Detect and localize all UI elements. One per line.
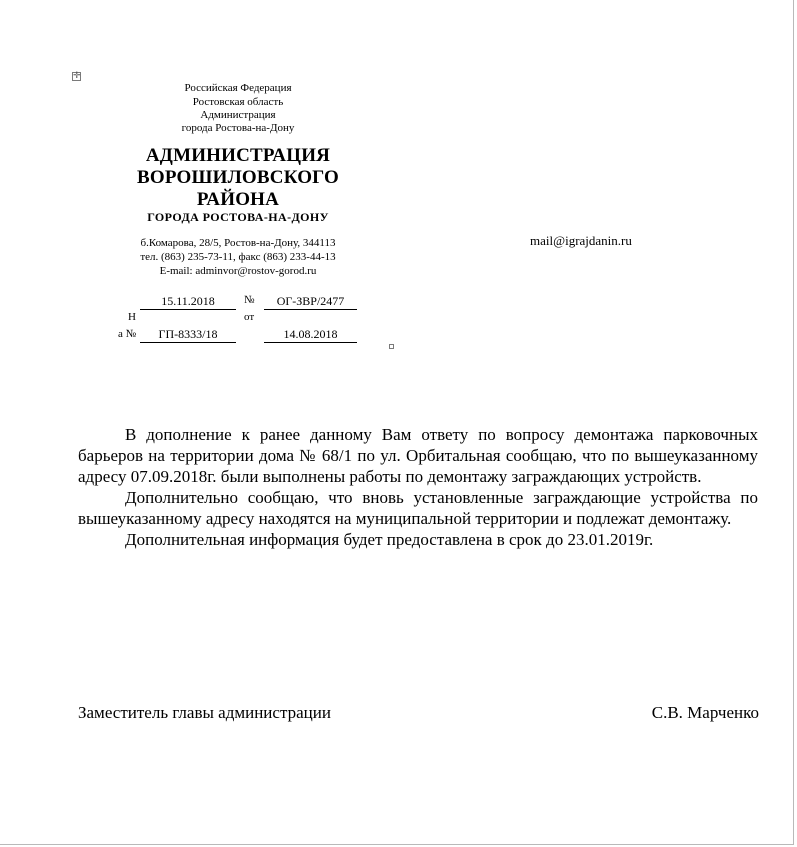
header-admin-small: Администрация <box>200 109 276 121</box>
reference-date: 14.08.2018 <box>264 327 357 343</box>
n-label: Н <box>128 311 136 323</box>
header-country: Российская Федерация <box>184 82 292 94</box>
reference-number: ГП-8333/18 <box>140 327 236 343</box>
body-paragraph-3: Дополнительная информация будет предоставлена в срок до 23.01.2019г. <box>125 530 654 549</box>
registration-number: ОГ-ЗВР/2477 <box>264 294 357 310</box>
org-address: б.Комарова, 28/5, Ростов-на-Дону, 344113 <box>140 237 336 249</box>
org-title-line-2: ВОРОШИЛОВСКОГО <box>137 167 339 188</box>
org-email: E-mail: adminvor@rostov-gorod.ru <box>159 265 317 277</box>
registration-date: 15.11.2018 <box>140 294 236 310</box>
header-region: Ростовская область <box>192 96 284 108</box>
recipient-email: mail@igrajdanin.ru <box>530 233 632 248</box>
org-title-line-3: РАЙОНА <box>196 189 280 210</box>
header-city-small: города Ростова-на-Дону <box>181 122 295 134</box>
ref-label: а № <box>118 328 137 340</box>
move-handle-icon[interactable]: ✛ <box>73 71 81 81</box>
body-paragraph-2: Дополнительно сообщаю, что вновь установленные заграждающие устройства по вышеуказанному адресу находятся на муниципальной территории и подлежат демонтажу. <box>78 488 758 528</box>
ot-label: от <box>244 311 255 323</box>
org-phones: тел. (863) 235-73-11, факс (863) 233-44-13 <box>140 251 336 263</box>
org-title-line-1: АДМИНИСТРАЦИЯ <box>145 145 331 166</box>
signatory-name: С.В. Марченко <box>651 703 759 722</box>
body-paragraph-1: В дополнение к ранее данному Вам ответу по вопросу демонтажа парковочных барьеров на территории дома № 68/1 по ул. Орбитальная сообщаю, что по вышеуказанному адресу 07.09.2018г. были выполнены работы по демонтажу заграждающих устройств. <box>78 425 758 486</box>
number-sign: № <box>244 294 255 306</box>
letter-body <box>78 424 758 550</box>
signatory-position: Заместитель главы администрации <box>78 703 331 722</box>
org-title-city: ГОРОДА РОСТОВА-НА-ДОНУ <box>147 210 329 224</box>
resize-handle-icon[interactable] <box>389 344 394 349</box>
